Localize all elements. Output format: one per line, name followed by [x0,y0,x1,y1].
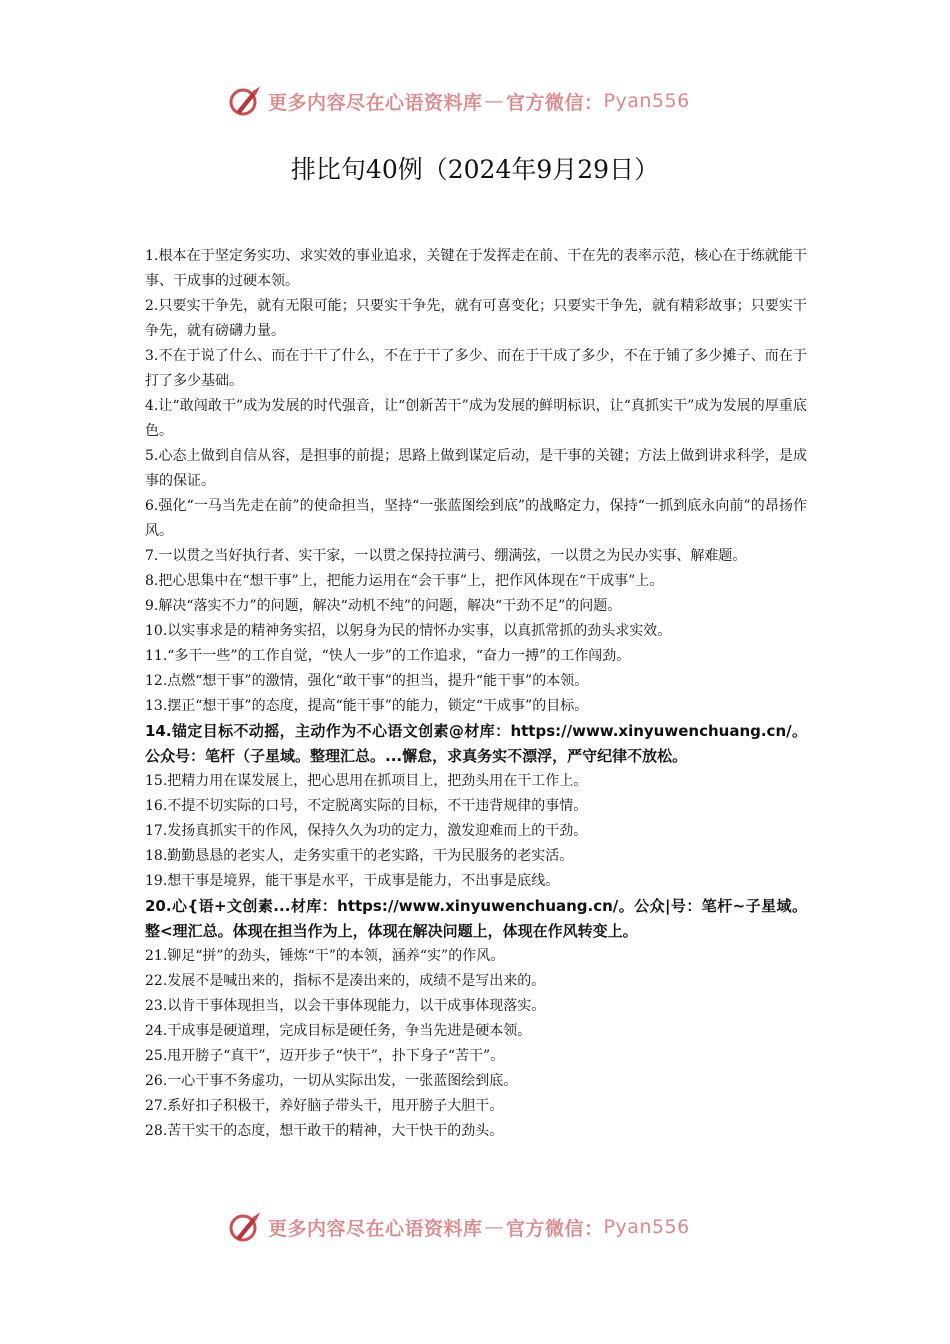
watermark-label: 官方微信： [506,1217,604,1240]
list-item: 28.苦干实干的态度，想干敢干的精神，大干快干的劲头。 [145,1123,504,1139]
list-item: 2.只要实干争先，就有无限可能；只要实干争先，就有可喜变化；只要实干争先，就有精彩故事；只要实干争先，就有磅礴力量。 [145,298,807,339]
quill-logo-icon [228,84,262,118]
list-item: 19.想干事是境界，能干事是水平，干成事是能力，不出事是底线。 [145,873,560,889]
document-body [145,244,807,1144]
list-item: 8.把心思集中在“想干事”上，把能力运用在“会干事”上，把作风体现在“干成事”上。 [145,573,664,589]
watermark-dash: — [484,1216,505,1238]
watermark-label: 官方微信： [506,91,604,114]
watermark-dash: — [484,90,505,112]
list-item: 7.一以贯之当好执行者、实干家，一以贯之保持拉满弓、绷满弦，一以贯之为民办实事、解难题。 [145,548,747,564]
watermark-id: Pyan556 [603,90,690,112]
list-item: 10.以实事求是的精神务实招，以躬身为民的情怀办实事，以真抓常抓的劲头求实效。 [145,623,672,639]
list-item: 1.根本在于坚定务实功、求实效的事业追求，关键在于发挥走在前、干在先的表率示范，核心在于练就能干事、干成事的过硬本领。 [145,248,807,289]
list-item: 13.摆正“想干事”的态度，提高“能干事”的能力，锁定“干成事”的目标。 [145,698,589,714]
quill-logo-icon [228,1210,262,1244]
list-item: 24.干成事是硬道理，完成目标是硬任务，争当先进是硬本领。 [145,1023,532,1039]
list-item: 21.铆足“拼”的劲头，锤炼“干”的本领，涵养“实”的作风。 [145,948,505,964]
watermark-id: Pyan556 [603,1216,690,1238]
list-item: 3.不在于说了什么、而在于干了什么，不在于干了多少、而在于干成了多少，不在于铺了多少摊子、而在于打了多少基础。 [145,348,807,389]
watermark-text: 更多内容尽在心语资料库 [268,1217,483,1240]
list-item: 4.让“敢闯敢干”成为发展的时代强音，让“创新苦干”成为发展的鲜明标识，让“真抓实干”成为发展的厚重底色。 [145,398,807,439]
list-item: 12.点燃“想干事”的激情，强化“敢干事”的担当，提升“能干事”的本领。 [145,673,589,689]
list-item: 27.系好扣子积极干，养好脑子带头干，甩开膀子大胆干。 [145,1098,504,1114]
list-item: 6.强化“一马当先走在前”的使命担当，坚持“一张蓝图绘到底”的战略定力，保持“一抓到底永向前”的昂扬作风。 [145,498,807,539]
list-item: 9.解决“落实不力”的问题，解决“动机不纯”的问题，解决“干劲不足”的问题。 [145,598,622,614]
header-watermark [228,84,690,118]
list-item-inserted: 20.心{语+文创素...材库：https://www.xinyuwenchuang.cn/。公众|号：笔杆~子星域。整<理汇总。体现在担当作为上，体现在解决问题上，体现在作风转变上。 [145,897,807,940]
footer-watermark [228,1210,690,1244]
list-item: 16.不提不切实际的口号，不定脱离实际的目标，不干违背规律的事情。 [145,798,588,814]
list-item: 11.“多干一些”的工作自觉，“快人一步”的工作追求，“奋力一搏”的工作闯劲。 [145,648,631,664]
list-item: 26.一心干事不务虚功，一切从实际出发，一张蓝图绘到底。 [145,1073,518,1089]
list-item: 15.把精力用在谋发展上，把心思用在抓项目上，把劲头用在干工作上。 [145,773,588,789]
watermark-text: 更多内容尽在心语资料库 [268,91,483,114]
list-item: 17.发扬真抓实干的作风，保持久久为功的定力，激发迎难而上的干劲。 [145,823,588,839]
list-item: 25.甩开膀子“真干”，迈开步子“快干”，扑下身子“苦干”。 [145,1048,505,1064]
page-title: 排比句40例（2024年9月29日） [290,155,660,184]
list-item: 5.心态上做到自信从容，是担事的前提；思路上做到谋定后动，是干事的关键；方法上做到讲求科学，是成事的保证。 [145,448,807,489]
list-item: 23.以肯干事体现担当，以会干事体现能力，以干成事体现落实。 [145,998,546,1014]
list-item: 18.勤勤恳恳的老实人，走务实重干的老实路，干为民服务的老实活。 [145,848,574,864]
list-item-inserted: 14.锚定目标不动摇，主动作为不心语文创素@材库：https://www.xinyuwenchuang.cn/。公众号：笔杆（子星域。整理汇总。...懈怠，求真务实不漂浮，严守纪律不放松。 [145,722,807,765]
list-item: 22.发展不是喊出来的，指标不是凑出来的，成绩不是写出来的。 [145,973,546,989]
